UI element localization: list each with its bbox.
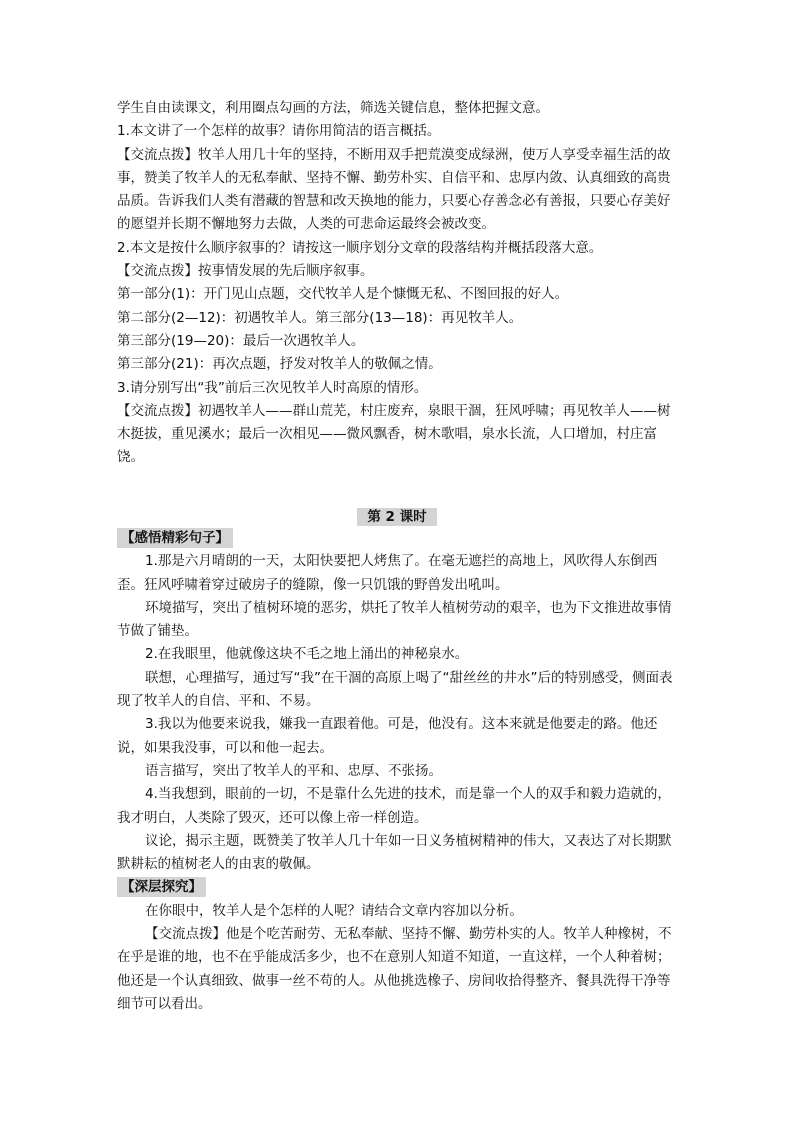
answer-3: 【交流点拨】初遇牧羊人——群山荒芜，村庄废弃，泉眼干涸，狂风呼啸；再见牧羊人——树木挺拔，重见溪水；最后一次相见——微风飘香，树木歌唱，泉水长流，人口增加，村庄富饶。 <box>117 402 671 466</box>
answer-1: 【交流点拨】牧羊人用几十年的坚持，不断用双手把荒漠变成绿洲，使万人享受幸福生活的故事，赞美了牧羊人的无私奉献、坚持不懈、勤劳朴实、自信平和、忠厚内敛、认真细致的高贵品质。告诉我们人类有潜藏的智慧和改天换地的能力，只要心存善念必有善报，只要心存美好的愿望并长期不懈地努力去做，人类的可悲命运最终会被改变。 <box>117 146 671 233</box>
sentence-3: 3.我以为他要来说我，嫌我一直跟着他。可是，他没有。这本来就是他要走的路。他还说，如果我没事，可以和他一起去。 <box>117 716 658 756</box>
part-one-summary: 第一部分(1)：开门见山点题，交代牧羊人是个慷慨无私、不图回报的好人。 <box>117 286 569 303</box>
question-1: 1.本文讲了一个怎样的故事？请你用简洁的语言概括。 <box>117 123 441 140</box>
sentence-2: 2.在我眼里，他就像这块不毛之地上涌出的神秘泉水。 <box>145 646 469 663</box>
sentence-1: 1.那是六月晴朗的一天，太阳快要把人烤焦了。在毫无遮拦的高地上，风吹得人东倒西歪。狂风呼啸着穿过破房子的缝隙，像一只饥饿的野兽发出吼叫。 <box>117 553 658 593</box>
question-3: 3.请分别写出“我”前后三次见牧羊人时高原的情形。 <box>117 379 428 396</box>
part-last-summary: 第三部分(21)：再次点题，抒发对牧羊人的敬佩之情。 <box>117 356 442 373</box>
analysis-1: 环境描写，突出了植树环境的恶劣，烘托了牧羊人植树劳动的艰辛，也为下文推进故事情节做了铺垫。 <box>117 599 672 640</box>
analysis-2: 联想，心理描写，通过写“我”在干涸的高原上喝了“甜丝丝的井水”后的特别感受，侧面表现了牧羊人的自信、平和、不易。 <box>117 669 673 710</box>
section-heading-exploration: 【深层探究】 <box>117 877 206 897</box>
exploration-answer: 【交流点拨】他是个吃苦耐劳、无私奉献、坚持不懈、勤劳朴实的人。牧羊人种橡树，不在乎是谁的地，也不在乎能成活多少，也不在意别人知道不知道，一直这样，一个人种着树；他还是一个认真细致、做事一丝不苟的人。从他挑选橡子、房间收拾得整齐、餐具洗得干净等细节可以看出。 <box>117 926 672 1012</box>
part-three-summary: 第三部分(19—20)：最后一次遇牧羊人。 <box>117 332 365 349</box>
lesson-title-text: 第 2 课时 <box>357 508 436 526</box>
analysis-3: 语言描写，突出了牧羊人的平和、忠厚、不张扬。 <box>145 762 442 779</box>
part-two-three-summary: 第二部分(2—12)：初遇牧羊人。第三部分(13—18)：再见牧羊人。 <box>117 309 523 326</box>
exploration-question: 在你眼中，牧羊人是个怎样的人呢？请结合文章内容加以分析。 <box>145 902 523 919</box>
lesson-title <box>0 507 794 527</box>
question-2: 2.本文是按什么顺序叙事的？请按这一顺序划分文章的段落结构并概括段落大意。 <box>117 239 603 256</box>
section-heading-sentences: 【感悟精彩句子】 <box>117 528 233 548</box>
sentence-4: 4.当我想到，眼前的一切，不是靠什么先进的技术，而是靠一个人的双手和毅力造就的，我才明白，人类除了毁灭，还可以像上帝一样创造。 <box>117 786 671 826</box>
analysis-4: 议论，揭示主题，既赞美了牧羊人几十年如一日义务植树精神的伟大，又表达了对长期默默耕耘的植树老人的由衷的敬佩。 <box>117 832 672 873</box>
reading-guidance-section <box>117 97 677 470</box>
answer-2: 【交流点拨】按事情发展的先后顺序叙事。 <box>117 263 374 280</box>
intro-line: 学生自由读课文，利用圈点勾画的方法，筛选关键信息，整体把握文意。 <box>117 100 549 116</box>
appreciation-section <box>117 527 677 1016</box>
